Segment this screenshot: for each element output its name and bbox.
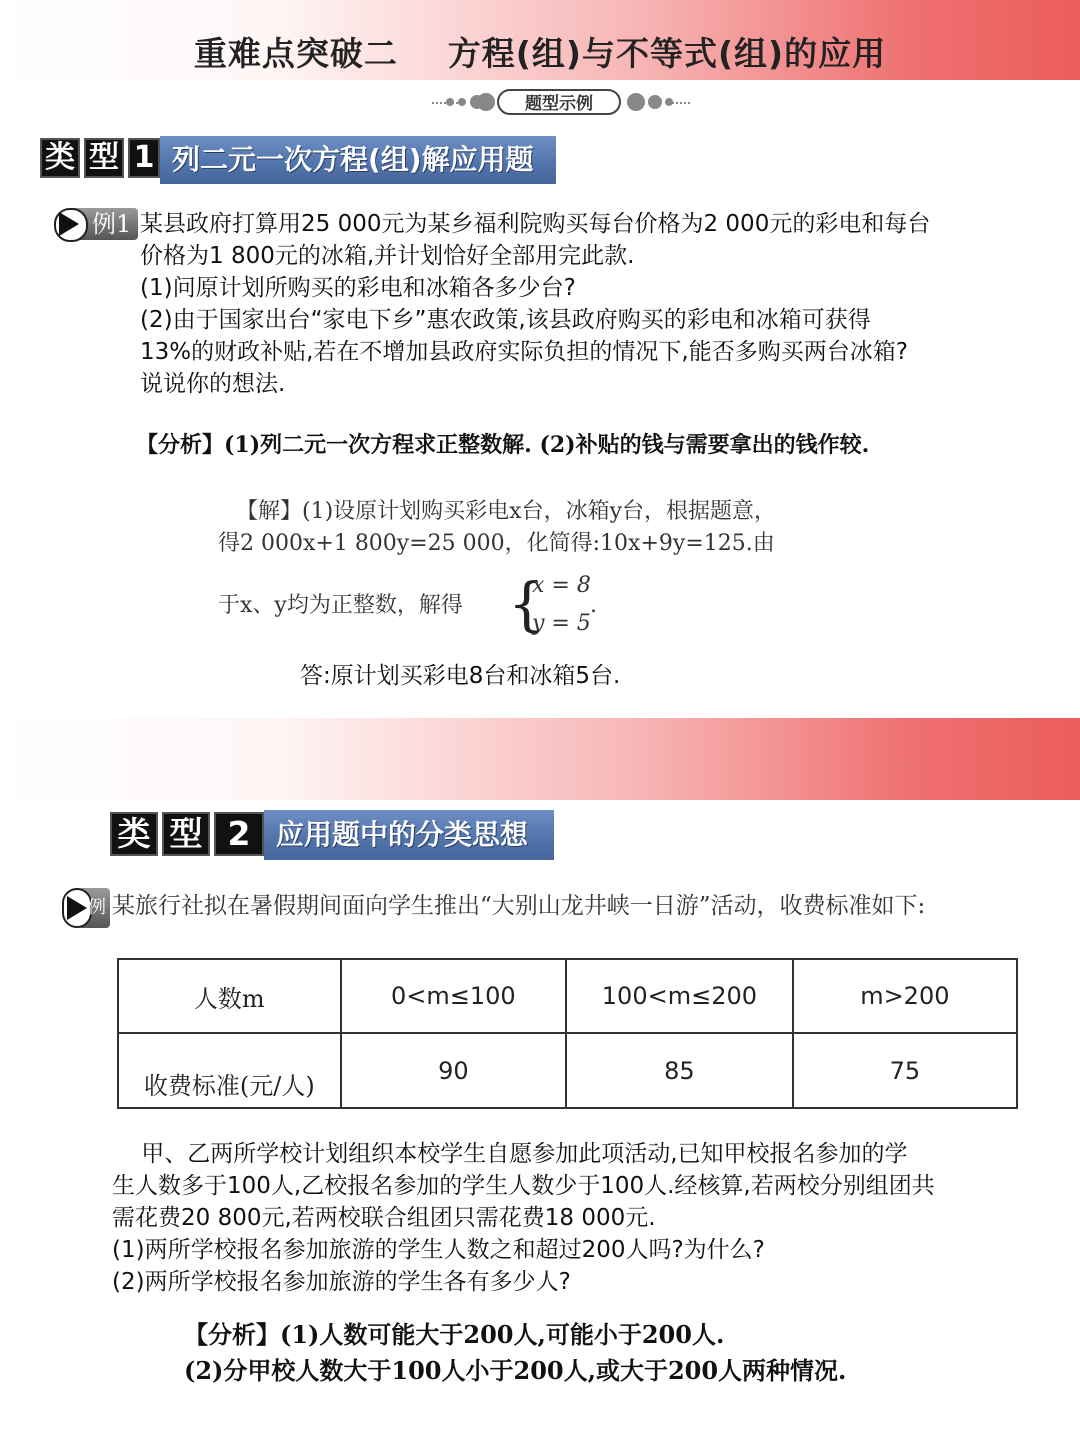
- example1-analysis: 【分析】(1)列二元一次方程求正整数解. (2)补贴的钱与需要拿出的钱作较.: [136, 432, 870, 458]
- type2-number: 2: [214, 812, 264, 856]
- table-header-cell: 0<m≤100: [341, 959, 567, 1033]
- left-dot-small: [458, 98, 466, 106]
- left-dot-large: [477, 93, 495, 111]
- equation-period: .: [590, 593, 597, 618]
- example1-badge: [54, 208, 138, 240]
- example2-question-1: (1)两所学校报名参加旅游的学生人数之和超过200人吗?为什么?: [112, 1237, 765, 1263]
- right-dot-large: [627, 93, 645, 111]
- left-dot-small: [446, 98, 454, 106]
- right-dotted-line: [672, 102, 690, 106]
- example1-line: 说说你的想法.: [140, 371, 286, 397]
- right-dot: [648, 95, 662, 109]
- type2-label: 应用题中的分类思想: [264, 810, 554, 860]
- fee-table: [117, 958, 1018, 1109]
- example-badge-row: [0, 86, 1080, 120]
- equation-y: y = 5: [532, 611, 591, 636]
- example1-question-2: (2)由于国家出台“家电下乡”惠农政策,该县政府购买的彩电和冰箱可获得: [140, 307, 871, 333]
- page-title: 重难点突破二 方程(组)与不等式(组)的应用: [193, 34, 887, 73]
- table-cell: 85: [566, 1033, 793, 1108]
- type2-char-lei: 类: [110, 812, 158, 856]
- example2-badge-label: 例2: [88, 897, 106, 950]
- type2-char-xing: 型: [162, 812, 210, 856]
- equation-x: x = 8: [532, 573, 591, 598]
- table-cell: 90: [341, 1033, 567, 1108]
- example-badge: 题型示例: [497, 89, 621, 115]
- section-band: [0, 718, 1080, 800]
- table-cell: 75: [793, 1033, 1017, 1108]
- example2-question-2: (2)两所学校报名参加旅游的学生各有多少人?: [112, 1269, 571, 1295]
- table-cell: 收费标准(元/人): [118, 1033, 341, 1108]
- example1-line: 某县政府打算用25 000元为某乡福利院购买每台价格为2 000元的彩电和每台: [140, 211, 931, 237]
- example1-line: 13%的财政补贴,若在不增加县政府实际负担的情况下,能否多购买两台冰箱?: [140, 339, 908, 365]
- table-header-cell: 100<m≤200: [566, 959, 793, 1033]
- table-row: [118, 1033, 1017, 1108]
- example1-question-1: (1)问原计划所购买的彩电和冰箱各多少台?: [140, 275, 576, 301]
- example2-analysis-2: (2)分甲校人数大于100人小于200人,或大于200人两种情况.: [184, 1356, 847, 1385]
- table-header-row: [118, 959, 1017, 1033]
- solution-line-1: 【解】(1)设原计划购买彩电x台，冰箱y台，根据题意，: [236, 499, 777, 524]
- solution-line-2: 得2 000x+1 800y=25 000，化简得:10x+9y=125.由: [218, 531, 775, 556]
- example1-badge-label: 例1: [92, 210, 132, 238]
- example2-intro: 某旅行社拟在暑假期间面向学生推出“大别山龙井峡一日游”活动，收费标准如下:: [112, 893, 926, 919]
- type1-label: 列二元一次方程(组)解应用题: [160, 136, 556, 184]
- play-icon: [67, 896, 87, 920]
- example2-badge: [62, 888, 110, 950]
- example2-line: 需花费20 800元,若两校联合组团只需花费18 000元.: [112, 1205, 656, 1231]
- type1-number: 1: [128, 138, 160, 178]
- type1-char-lei: 类: [40, 138, 80, 178]
- table-header-cell: m>200: [793, 959, 1017, 1033]
- solution-line-3: 于x、y均为正整数，解得: [218, 593, 463, 618]
- table-header-cell: 人数m: [118, 959, 341, 1033]
- type1-char-xing: 型: [84, 138, 124, 178]
- example1-line: 价格为1 800元的冰箱,并计划恰好全部用完此款.: [140, 243, 635, 269]
- play-icon: [59, 212, 79, 236]
- example2-analysis-1: 【分析】(1)人数可能大于200人,可能小于200人.: [184, 1320, 725, 1349]
- equation-brace: {: [508, 570, 545, 638]
- example2-line: 生人数多于100人,乙校报名参加的学生人数少于100人.经核算,若两校分别组团共: [112, 1173, 935, 1199]
- example1-answer: 答:原计划买彩电8台和冰箱5台.: [300, 663, 621, 689]
- example2-line: 甲、乙两所学校计划组织本校学生自愿参加此项活动,已知甲校报名参加的学: [112, 1141, 908, 1167]
